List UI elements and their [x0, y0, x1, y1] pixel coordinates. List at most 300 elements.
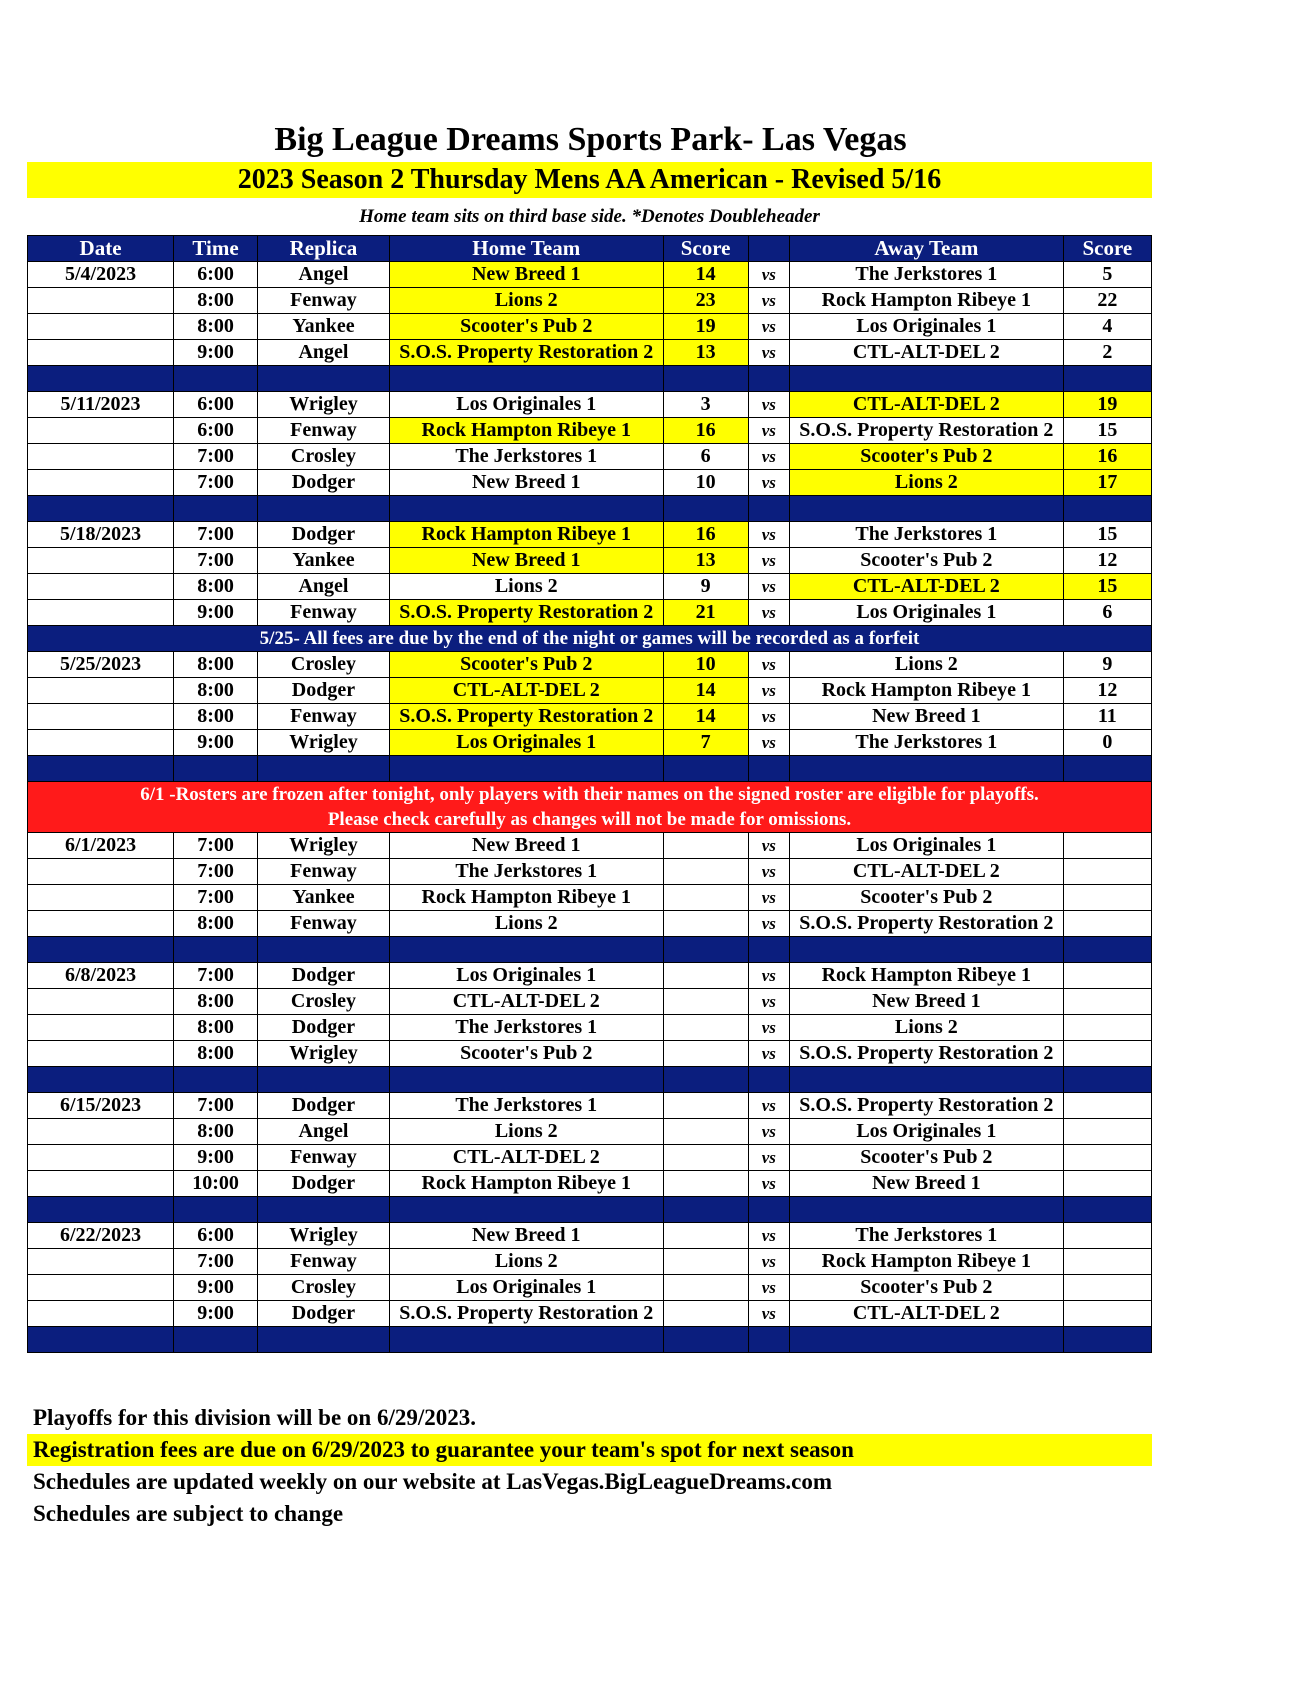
separator-cell	[389, 1327, 663, 1353]
away-team: CTL-ALT-DEL 2	[790, 340, 1064, 366]
col-date: Date	[28, 236, 174, 262]
vs-label: vs	[748, 288, 789, 314]
game-time: 7:00	[174, 963, 258, 989]
separator-cell	[1063, 937, 1151, 963]
game-time: 10:00	[174, 1171, 258, 1197]
game-row	[28, 1119, 1152, 1145]
separator-cell	[748, 496, 789, 522]
game-row	[28, 730, 1152, 756]
separator-cell	[748, 1327, 789, 1353]
home-score: 6	[663, 444, 748, 470]
away-team: CTL-ALT-DEL 2	[790, 574, 1064, 600]
game-field: Crosley	[258, 989, 390, 1015]
home-team: The Jerkstores 1	[389, 1015, 663, 1041]
game-time: 7:00	[174, 833, 258, 859]
away-score: 6	[1063, 600, 1151, 626]
game-row	[28, 600, 1152, 626]
subject-to-change-note: Schedules are subject to change	[33, 1501, 344, 1526]
home-team: New Breed 1	[389, 470, 663, 496]
game-date	[28, 885, 174, 911]
game-time: 9:00	[174, 730, 258, 756]
roster-alert-line1: 6/1 -Rosters are frozen after tonight, only players with their names on the signed roster are eligible for playoffs.	[140, 784, 1039, 805]
game-time: 9:00	[174, 340, 258, 366]
away-team: Scooter's Pub 2	[790, 444, 1064, 470]
separator-cell	[174, 366, 258, 392]
home-team: Lions 2	[389, 911, 663, 937]
separator-cell	[1063, 366, 1151, 392]
game-field: Dodger	[258, 1015, 390, 1041]
away-score	[1063, 1093, 1151, 1119]
game-time: 9:00	[174, 1275, 258, 1301]
game-time: 7:00	[174, 885, 258, 911]
separator-cell	[389, 1197, 663, 1223]
home-score	[663, 1145, 748, 1171]
vs-label: vs	[748, 1249, 789, 1275]
away-team: CTL-ALT-DEL 2	[790, 1301, 1064, 1327]
separator-cell	[1063, 496, 1151, 522]
game-field: Dodger	[258, 1093, 390, 1119]
separator-cell	[174, 937, 258, 963]
separator-cell	[748, 1067, 789, 1093]
game-time: 8:00	[174, 989, 258, 1015]
separator-cell	[790, 1327, 1064, 1353]
away-team: Rock Hampton Ribeye 1	[790, 1249, 1064, 1275]
vs-label: vs	[748, 833, 789, 859]
vs-label: vs	[748, 678, 789, 704]
separator-cell	[748, 756, 789, 782]
game-row	[28, 548, 1152, 574]
game-date	[28, 1119, 174, 1145]
home-score: 16	[663, 522, 748, 548]
game-row	[28, 963, 1152, 989]
away-score	[1063, 1249, 1151, 1275]
away-score: 5	[1063, 262, 1151, 288]
game-field: Yankee	[258, 885, 390, 911]
away-score	[1063, 833, 1151, 859]
away-team: Rock Hampton Ribeye 1	[790, 288, 1064, 314]
home-team: Lions 2	[389, 288, 663, 314]
game-date	[28, 730, 174, 756]
vs-label: vs	[748, 989, 789, 1015]
vs-label: vs	[748, 911, 789, 937]
game-field: Wrigley	[258, 1041, 390, 1067]
away-score	[1063, 885, 1151, 911]
away-score: 15	[1063, 574, 1151, 600]
game-time: 6:00	[174, 418, 258, 444]
separator-row	[28, 1197, 1152, 1223]
separator-row	[28, 756, 1152, 782]
game-field: Fenway	[258, 288, 390, 314]
separator-cell	[790, 496, 1064, 522]
home-score	[663, 1015, 748, 1041]
separator-cell	[1063, 756, 1151, 782]
away-team: New Breed 1	[790, 704, 1064, 730]
separator-cell	[663, 937, 748, 963]
away-team: S.O.S. Property Restoration 2	[790, 418, 1064, 444]
vs-label: vs	[748, 1093, 789, 1119]
game-row	[28, 833, 1152, 859]
game-time: 8:00	[174, 704, 258, 730]
game-date	[28, 678, 174, 704]
game-field: Fenway	[258, 1145, 390, 1171]
home-team: Lions 2	[389, 1249, 663, 1275]
away-team: Los Originales 1	[790, 833, 1064, 859]
vs-label: vs	[748, 1041, 789, 1067]
home-score	[663, 1119, 748, 1145]
col-time: Time	[174, 236, 258, 262]
home-score: 14	[663, 678, 748, 704]
game-time: 8:00	[174, 1015, 258, 1041]
website-note: Schedules are updated weekly on our website at LasVegas.BigLeagueDreams.com	[33, 1469, 833, 1494]
game-date	[28, 288, 174, 314]
away-team: Los Originales 1	[790, 600, 1064, 626]
away-score	[1063, 1223, 1151, 1249]
home-score: 13	[663, 548, 748, 574]
home-score	[663, 885, 748, 911]
game-field: Crosley	[258, 1275, 390, 1301]
game-date: 5/4/2023	[28, 262, 174, 288]
game-row	[28, 704, 1152, 730]
vs-label: vs	[748, 444, 789, 470]
vs-label: vs	[748, 730, 789, 756]
home-team: The Jerkstores 1	[389, 444, 663, 470]
vs-label: vs	[748, 522, 789, 548]
home-score	[663, 1171, 748, 1197]
game-row	[28, 885, 1152, 911]
away-team: CTL-ALT-DEL 2	[790, 392, 1064, 418]
game-time: 8:00	[174, 288, 258, 314]
col-away-team: Away Team	[790, 236, 1064, 262]
game-row	[28, 1145, 1152, 1171]
away-score	[1063, 1275, 1151, 1301]
home-score	[663, 963, 748, 989]
game-date	[28, 444, 174, 470]
home-team: S.O.S. Property Restoration 2	[389, 1301, 663, 1327]
game-row	[28, 1093, 1152, 1119]
game-field: Fenway	[258, 704, 390, 730]
game-date	[28, 1275, 174, 1301]
away-team: Los Originales 1	[790, 1119, 1064, 1145]
away-score: 16	[1063, 444, 1151, 470]
roster-alert-row	[28, 782, 1152, 833]
game-field: Angel	[258, 340, 390, 366]
separator-cell	[663, 1327, 748, 1353]
game-field: Crosley	[258, 444, 390, 470]
home-team: Lions 2	[389, 574, 663, 600]
separator-cell	[389, 366, 663, 392]
game-field: Angel	[258, 262, 390, 288]
game-date	[28, 418, 174, 444]
game-date: 6/1/2023	[28, 833, 174, 859]
game-row	[28, 262, 1152, 288]
game-time: 7:00	[174, 470, 258, 496]
game-date	[28, 989, 174, 1015]
home-score	[663, 1249, 748, 1275]
game-time: 7:00	[174, 1249, 258, 1275]
home-team: Lions 2	[389, 1119, 663, 1145]
away-score	[1063, 1041, 1151, 1067]
home-team: CTL-ALT-DEL 2	[389, 989, 663, 1015]
home-team: S.O.S. Property Restoration 2	[389, 600, 663, 626]
game-field: Angel	[258, 574, 390, 600]
home-score	[663, 1301, 748, 1327]
game-time: 9:00	[174, 1145, 258, 1171]
game-row	[28, 1249, 1152, 1275]
away-score	[1063, 1171, 1151, 1197]
away-score	[1063, 1015, 1151, 1041]
col-vs	[748, 236, 789, 262]
game-time: 9:00	[174, 1301, 258, 1327]
separator-cell	[28, 1327, 174, 1353]
separator-cell	[1063, 1197, 1151, 1223]
registration-note: Registration fees are due on 6/29/2023 to guarantee your team's spot for next season	[27, 1434, 1152, 1466]
home-team-note: Home team sits on third base side. *Denotes Doubleheader	[359, 206, 820, 227]
game-row	[28, 522, 1152, 548]
game-row	[28, 1171, 1152, 1197]
notice-row	[28, 626, 1152, 652]
game-row	[28, 1223, 1152, 1249]
game-field: Dodger	[258, 1301, 390, 1327]
home-score: 23	[663, 288, 748, 314]
vs-label: vs	[748, 392, 789, 418]
vs-label: vs	[748, 1145, 789, 1171]
game-field: Wrigley	[258, 730, 390, 756]
home-team: Los Originales 1	[389, 730, 663, 756]
away-team: The Jerkstores 1	[790, 730, 1064, 756]
vs-label: vs	[748, 1119, 789, 1145]
game-field: Dodger	[258, 678, 390, 704]
away-team: New Breed 1	[790, 1171, 1064, 1197]
home-team: Scooter's Pub 2	[389, 314, 663, 340]
game-date	[28, 1249, 174, 1275]
separator-cell	[258, 756, 390, 782]
game-row	[28, 989, 1152, 1015]
away-team: Scooter's Pub 2	[790, 885, 1064, 911]
separator-row	[28, 366, 1152, 392]
home-score: 16	[663, 418, 748, 444]
home-score	[663, 1275, 748, 1301]
home-score	[663, 989, 748, 1015]
game-time: 8:00	[174, 652, 258, 678]
separator-cell	[28, 1197, 174, 1223]
away-team: The Jerkstores 1	[790, 1223, 1064, 1249]
game-date	[28, 600, 174, 626]
away-team: The Jerkstores 1	[790, 262, 1064, 288]
home-score: 9	[663, 574, 748, 600]
home-score	[663, 1093, 748, 1119]
game-field: Wrigley	[258, 833, 390, 859]
separator-cell	[258, 1197, 390, 1223]
away-score	[1063, 1119, 1151, 1145]
separator-cell	[748, 366, 789, 392]
home-score: 14	[663, 704, 748, 730]
separator-cell	[389, 937, 663, 963]
game-row	[28, 859, 1152, 885]
separator-cell	[663, 1197, 748, 1223]
game-time: 7:00	[174, 548, 258, 574]
game-field: Yankee	[258, 548, 390, 574]
home-score	[663, 1223, 748, 1249]
away-team: Scooter's Pub 2	[790, 1275, 1064, 1301]
roster-alert-line2: Please check carefully as changes will not be made for omissions.	[327, 809, 852, 830]
home-score	[663, 859, 748, 885]
game-field: Dodger	[258, 470, 390, 496]
vs-label: vs	[748, 262, 789, 288]
away-team: S.O.S. Property Restoration 2	[790, 1093, 1064, 1119]
home-score: 21	[663, 600, 748, 626]
separator-cell	[790, 756, 1064, 782]
separator-cell	[790, 1197, 1064, 1223]
col-away-score: Score	[1063, 236, 1151, 262]
away-score	[1063, 963, 1151, 989]
away-team: Rock Hampton Ribeye 1	[790, 963, 1064, 989]
game-row	[28, 678, 1152, 704]
game-field: Dodger	[258, 522, 390, 548]
separator-cell	[174, 1327, 258, 1353]
separator-cell	[258, 937, 390, 963]
separator-cell	[28, 937, 174, 963]
away-score: 22	[1063, 288, 1151, 314]
vs-label: vs	[748, 1223, 789, 1249]
separator-cell	[663, 366, 748, 392]
vs-label: vs	[748, 652, 789, 678]
away-team: Lions 2	[790, 470, 1064, 496]
vs-label: vs	[748, 704, 789, 730]
home-team: Rock Hampton Ribeye 1	[389, 1171, 663, 1197]
separator-cell	[28, 496, 174, 522]
game-date: 6/8/2023	[28, 963, 174, 989]
home-team: Rock Hampton Ribeye 1	[389, 885, 663, 911]
game-field: Wrigley	[258, 392, 390, 418]
separator-cell	[663, 1067, 748, 1093]
game-row	[28, 911, 1152, 937]
away-score: 17	[1063, 470, 1151, 496]
separator-cell	[389, 496, 663, 522]
game-field: Angel	[258, 1119, 390, 1145]
game-row	[28, 444, 1152, 470]
separator-cell	[790, 366, 1064, 392]
separator-cell	[389, 756, 663, 782]
away-score: 11	[1063, 704, 1151, 730]
separator-cell	[258, 1327, 390, 1353]
home-score: 14	[663, 262, 748, 288]
game-field: Yankee	[258, 314, 390, 340]
col-home-team: Home Team	[389, 236, 663, 262]
game-row	[28, 340, 1152, 366]
header-row	[28, 236, 1152, 262]
game-field: Fenway	[258, 859, 390, 885]
game-row	[28, 288, 1152, 314]
game-date	[28, 1041, 174, 1067]
home-team: Rock Hampton Ribeye 1	[389, 418, 663, 444]
home-team: Scooter's Pub 2	[389, 652, 663, 678]
separator-cell	[1063, 1067, 1151, 1093]
home-score: 10	[663, 652, 748, 678]
separator-cell	[748, 1197, 789, 1223]
game-date	[28, 548, 174, 574]
separator-cell	[748, 937, 789, 963]
home-team: New Breed 1	[389, 833, 663, 859]
vs-label: vs	[748, 574, 789, 600]
game-row	[28, 652, 1152, 678]
fee-notice: 5/25- All fees are due by the end of the night or games will be recorded as a forfeit	[28, 626, 1152, 652]
home-team: Los Originales 1	[389, 963, 663, 989]
away-score	[1063, 1301, 1151, 1327]
away-score	[1063, 859, 1151, 885]
game-row	[28, 1301, 1152, 1327]
home-team: Los Originales 1	[389, 1275, 663, 1301]
game-date	[28, 1171, 174, 1197]
game-date: 5/25/2023	[28, 652, 174, 678]
vs-label: vs	[748, 885, 789, 911]
separator-cell	[1063, 1327, 1151, 1353]
game-field: Fenway	[258, 600, 390, 626]
away-score: 2	[1063, 340, 1151, 366]
season-subtitle: 2023 Season 2 Thursday Mens AA American - Revised 5/16	[27, 162, 1152, 198]
away-team: Lions 2	[790, 652, 1064, 678]
separator-row	[28, 1327, 1152, 1353]
game-date	[28, 574, 174, 600]
game-row	[28, 418, 1152, 444]
separator-cell	[663, 496, 748, 522]
game-time: 9:00	[174, 600, 258, 626]
separator-row	[28, 1067, 1152, 1093]
playoffs-note: Playoffs for this division will be on 6/29/2023.	[33, 1405, 477, 1430]
separator-cell	[790, 937, 1064, 963]
home-team: The Jerkstores 1	[389, 1093, 663, 1119]
away-score	[1063, 911, 1151, 937]
home-score	[663, 911, 748, 937]
away-team: S.O.S. Property Restoration 2	[790, 1041, 1064, 1067]
away-score: 19	[1063, 392, 1151, 418]
vs-label: vs	[748, 1171, 789, 1197]
vs-label: vs	[748, 859, 789, 885]
separator-row	[28, 496, 1152, 522]
separator-cell	[174, 756, 258, 782]
vs-label: vs	[748, 600, 789, 626]
game-time: 7:00	[174, 444, 258, 470]
vs-label: vs	[748, 470, 789, 496]
separator-cell	[28, 366, 174, 392]
game-field: Dodger	[258, 1171, 390, 1197]
vs-label: vs	[748, 963, 789, 989]
game-date: 5/11/2023	[28, 392, 174, 418]
game-date	[28, 1301, 174, 1327]
separator-cell	[174, 496, 258, 522]
away-team: Scooter's Pub 2	[790, 1145, 1064, 1171]
schedule-table	[27, 235, 1152, 1353]
game-date: 5/18/2023	[28, 522, 174, 548]
away-team: The Jerkstores 1	[790, 522, 1064, 548]
vs-label: vs	[748, 1015, 789, 1041]
home-score: 10	[663, 470, 748, 496]
game-row	[28, 470, 1152, 496]
home-team: Los Originales 1	[389, 392, 663, 418]
game-field: Wrigley	[258, 1223, 390, 1249]
game-date: 6/15/2023	[28, 1093, 174, 1119]
game-date	[28, 911, 174, 937]
game-time: 6:00	[174, 1223, 258, 1249]
away-team: Lions 2	[790, 1015, 1064, 1041]
game-row	[28, 1275, 1152, 1301]
separator-cell	[258, 1067, 390, 1093]
vs-label: vs	[748, 1275, 789, 1301]
separator-cell	[28, 756, 174, 782]
away-team: Rock Hampton Ribeye 1	[790, 678, 1064, 704]
game-time: 7:00	[174, 1093, 258, 1119]
home-team: New Breed 1	[389, 262, 663, 288]
separator-cell	[258, 496, 390, 522]
